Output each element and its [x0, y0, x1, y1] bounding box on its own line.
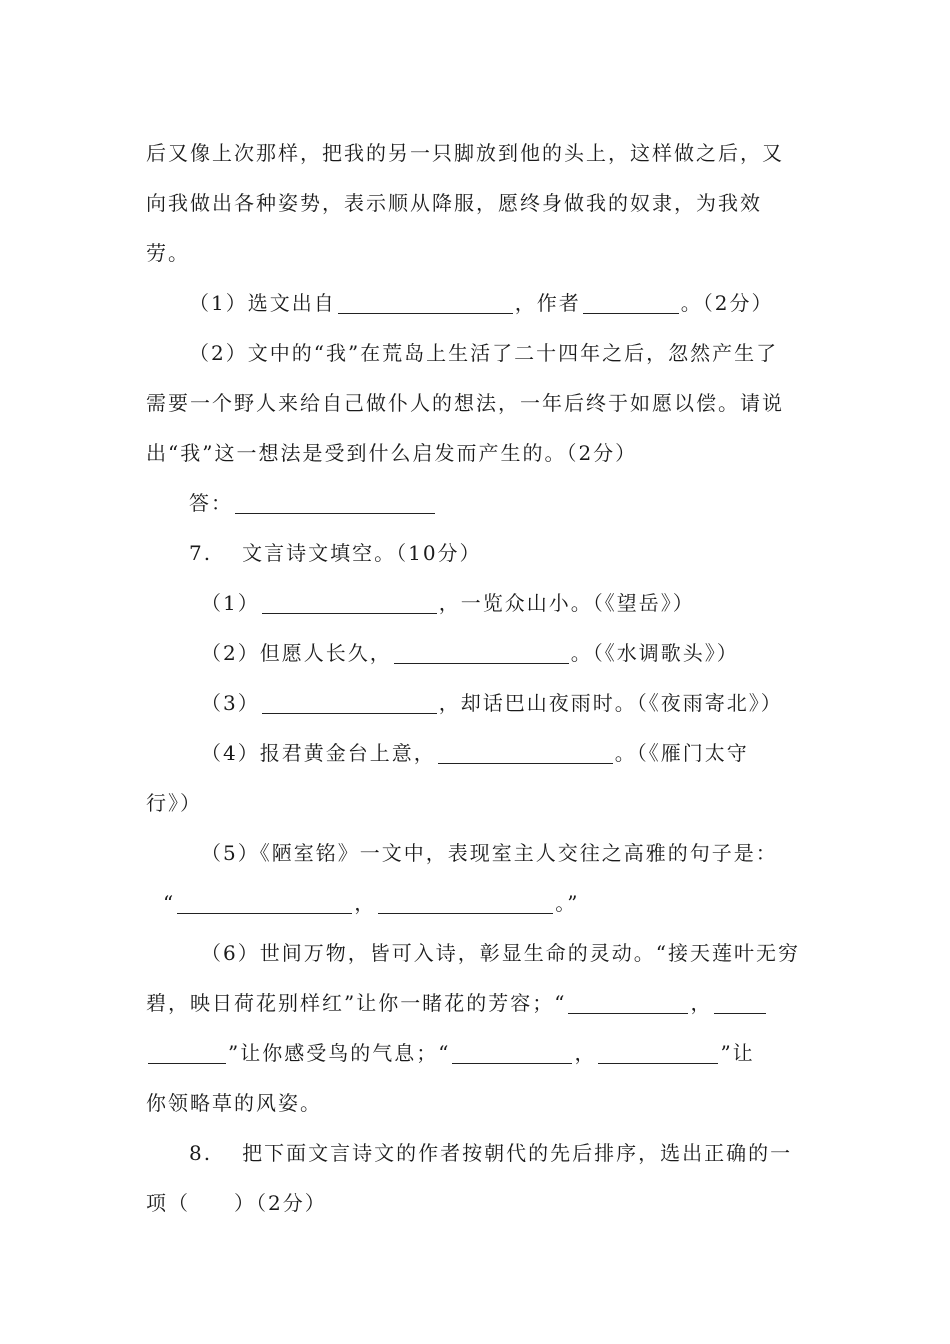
q6-author-blank[interactable] [583, 293, 679, 314]
q7-s6-blank-4[interactable] [598, 1043, 718, 1064]
q7-sub5-line-2 [146, 878, 806, 928]
q7-s3-suffix: ，却话巴山夜雨时。（《夜雨寄北》） [438, 691, 783, 715]
q6-answer-blank[interactable] [235, 493, 435, 514]
q7-s6-blank-1[interactable] [568, 993, 688, 1014]
q7-sub5-line-1: （5）《陋室铭》一文中，表现室主人交往之高雅的句子是： [201, 841, 778, 865]
q8-text: 把下面文言诗文的作者按朝代的先后排序，选出正确的一 [242, 1141, 793, 1165]
q7-title: 文言诗文填空。（10分） [242, 541, 482, 565]
q6-sub1-suffix: 。（2分） [680, 291, 774, 315]
q7-s6-blank-2a[interactable] [714, 993, 766, 1014]
q7-s4-prefix: （4）报君黄金台上意， [201, 741, 436, 765]
q6-sub2-line-3: 出“我”这一想法是受到什么启发而产生的。（2分） [146, 441, 638, 465]
q7-s6-line3-suffix: ”让 [720, 1041, 755, 1065]
exam-page [146, 128, 806, 1228]
q6-sub2-line-2: 需要一个野人来给自己做仆人的想法，一年后终于如愿以偿。请说 [146, 391, 784, 415]
q7-s6-blank-2b[interactable] [148, 1043, 226, 1064]
q7-s1-suffix: ，一览众山小。（《望岳》） [438, 591, 695, 615]
passage-line-3: 劳。 [146, 241, 190, 265]
q6-sub1-mid: ，作者 [514, 291, 581, 315]
q7-s5-close: 。” [555, 891, 580, 915]
q7-s6-line2-comma: ， [690, 991, 713, 1015]
q7-s3-prefix: （3） [201, 691, 260, 715]
q7-sub6-line-3 [146, 1028, 806, 1078]
q7-sub6-line-2 [146, 978, 806, 1028]
q7-s5-blank-1[interactable] [177, 893, 352, 914]
q7-s6-line2-prefix: 碧，映日荷花别样红”让你一睹花的芳容；“ [146, 991, 567, 1015]
q7-s1-prefix: （1） [201, 591, 260, 615]
q7-sub2 [146, 628, 806, 678]
q7-sub1 [146, 578, 806, 628]
q7-s6-line3-comma: ， [574, 1041, 597, 1065]
q7-number: 7. [189, 541, 213, 565]
q6-answer [146, 478, 806, 528]
q7-s2-prefix: （2）但愿人长久， [201, 641, 392, 665]
q7-sub6-line-4: 你领略草的风姿。 [146, 1091, 322, 1115]
passage-line-2: 向我做出各种姿势，表示顺从降服，愿终身做我的奴隶，为我效 [146, 191, 762, 215]
q6-sub1-prefix: （1）选文出自 [189, 291, 336, 315]
q6-source-blank[interactable] [338, 293, 513, 314]
q8-line-1 [146, 1128, 806, 1178]
q7-s2-blank[interactable] [394, 643, 569, 664]
q8-number: 8. [189, 1141, 213, 1165]
q7-sub4 [146, 728, 806, 778]
q7-s4-blank[interactable] [438, 743, 613, 764]
q7-s5-open: “ [163, 891, 176, 915]
q7-sub3 [146, 678, 806, 728]
q7-s4-suffix: 。（《雁门太守 [614, 741, 749, 765]
q8-line-2: 项（ ）（2分） [146, 1191, 327, 1215]
q7-s5-blank-2[interactable] [378, 893, 553, 914]
q7-s6-line3-mid: ”让你感受鸟的气息；“ [228, 1041, 451, 1065]
q7-sub4-cont: 行》） [146, 791, 202, 815]
passage-line-1: 后又像上次那样，把我的另一只脚放到他的头上，这样做之后，又 [146, 141, 784, 165]
q6-sub1 [146, 278, 806, 328]
q6-sub2-line-1: （2）文中的“我”在荒岛上生活了二十四年之后，忽然产生了 [189, 341, 779, 365]
q7-heading [146, 528, 806, 578]
q7-s6-blank-3[interactable] [452, 1043, 572, 1064]
q7-s1-blank[interactable] [262, 593, 437, 614]
q7-s5-comma: ， [354, 891, 377, 915]
q7-s3-blank[interactable] [262, 693, 437, 714]
q7-s2-suffix: 。（《水调歌头》） [570, 641, 739, 665]
q7-sub6-line-1: （6）世间万物，皆可入诗，彰显生命的灵动。“接天莲叶无穷 [201, 941, 800, 965]
q6-answer-label: 答： [189, 491, 233, 515]
